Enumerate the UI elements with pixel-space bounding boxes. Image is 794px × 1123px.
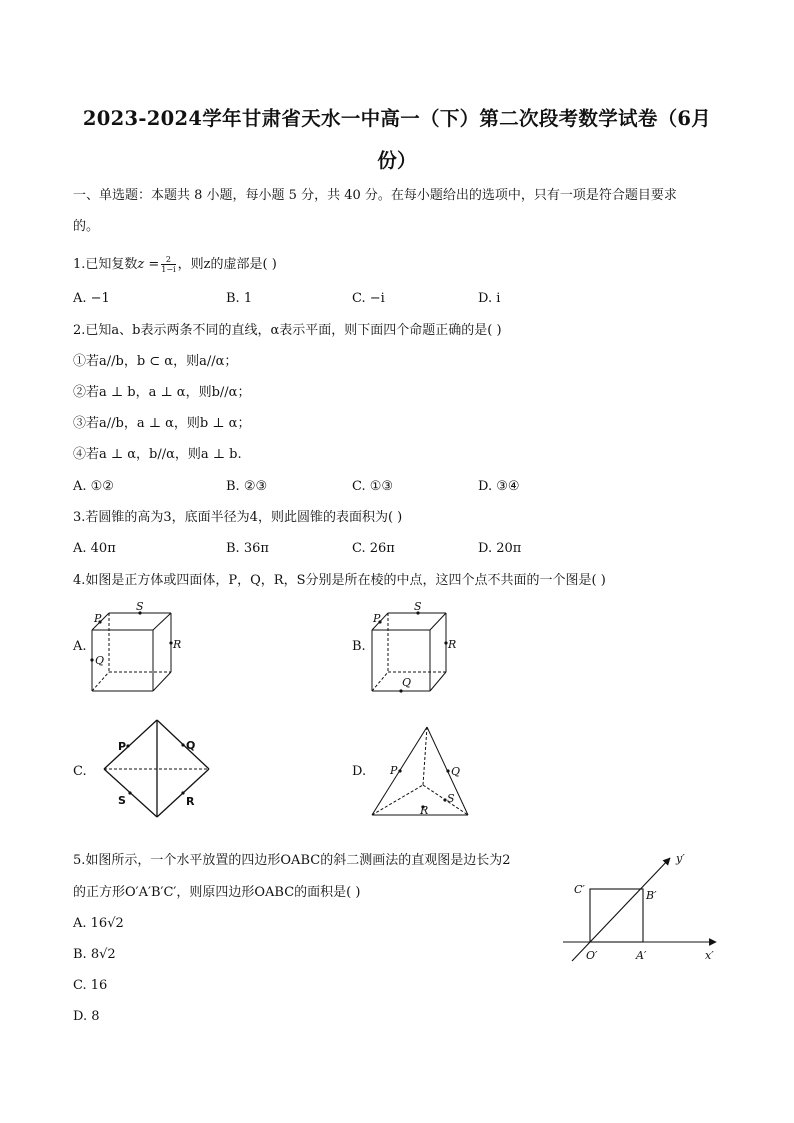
q5-option-d: D. 8 — [73, 1009, 100, 1024]
q2-proposition-4: ④若a ⊥ α，b//α，则a ⊥ b. — [73, 447, 242, 462]
svg-text:S: S — [118, 794, 126, 807]
svg-text:P: P — [118, 740, 127, 753]
q1-frac-den: 1−i — [161, 265, 176, 274]
svg-text:S: S — [414, 600, 422, 613]
q3-option-b: B. 36π — [226, 541, 269, 556]
q4-option-b-letter: B. — [352, 639, 366, 654]
q5-label-b: B′ — [646, 889, 657, 902]
q4-option-a-letter: A. — [73, 639, 87, 654]
section-heading: 一、单选题：本题共 8 小题，每小题 5 分，共 40 分。在每小题给出的选项中，只有一项是符合题目要求 — [73, 188, 677, 203]
q4-option-c-letter: C. — [73, 764, 87, 779]
svg-text:S: S — [136, 600, 144, 613]
section-heading-cont: 的。 — [73, 219, 100, 234]
q1-stem-a: 1.已知复数 — [73, 257, 138, 272]
question-5-stem-line2: 的正方形O′A′B′C′，则原四边形OABC的面积是( ) — [73, 885, 361, 900]
svg-text:Q: Q — [451, 765, 461, 778]
q2-proposition-1: ①若a//b，b ⊂ α，则a//α； — [73, 354, 238, 369]
oblique-axis-square-diagram — [558, 846, 728, 966]
q3-option-d: D. 20π — [478, 541, 522, 556]
q3-option-a: A. 40π — [73, 541, 116, 556]
q1-var: z = — [137, 257, 160, 272]
svg-text:P: P — [373, 612, 381, 625]
q5-label-y: y′ — [676, 852, 685, 865]
svg-text:R: R — [420, 804, 429, 817]
q2-option-a: A. ①② — [73, 479, 114, 494]
q3-option-c: C. 26π — [352, 541, 395, 556]
q2-option-b: B. ②③ — [226, 479, 268, 494]
q2-proposition-2: ②若a ⊥ b，a ⊥ α，则b//α； — [73, 385, 251, 400]
svg-text:R: R — [173, 638, 182, 651]
q1-stem-b: ，则z的虚部是( ) — [177, 257, 277, 272]
q5-label-x: x′ — [705, 949, 714, 962]
q4-figure-b — [368, 600, 468, 696]
q1-option-d: D. i — [478, 291, 501, 306]
svg-text:R: R — [448, 638, 457, 651]
q5-label-o: O′ — [586, 949, 598, 962]
q1-option-c: C. −i — [352, 291, 385, 306]
q5-label-c: C′ — [574, 883, 585, 896]
question-1-stem — [73, 255, 277, 274]
cube-diagram-b — [368, 600, 468, 696]
q1-frac-num: 2 — [161, 255, 175, 265]
exam-title-line2: 份） — [377, 149, 417, 172]
q5-figure — [558, 846, 728, 966]
exam-title-line1: 2023-2024学年甘肃省天水一中高一（下）第二次段考数学试卷（6月 — [82, 107, 712, 130]
q4-figure-d — [368, 723, 472, 819]
question-3-stem: 3.若圆锥的高为3，底面半径为4，则此圆锥的表面积为( ) — [73, 510, 403, 525]
q4-figure-a — [88, 600, 188, 696]
svg-text:P: P — [390, 764, 398, 777]
q5-label-a: A′ — [636, 949, 647, 962]
question-2-stem: 2.已知a、b表示两条不同的直线，α表示平面，则下面四个命题正确的是( ) — [73, 323, 502, 338]
tetrahedron-square-diagram-c — [98, 716, 218, 822]
svg-text:Q: Q — [186, 739, 196, 752]
q4-figure-c — [98, 716, 218, 822]
svg-text:P: P — [94, 612, 102, 625]
tetrahedron-diagram-d — [368, 723, 472, 819]
q4-option-d-letter: D. — [352, 764, 367, 779]
svg-text:Q: Q — [402, 676, 412, 689]
cube-diagram-a — [88, 600, 188, 696]
svg-text:Q: Q — [95, 654, 105, 667]
q2-option-d: D. ③④ — [478, 479, 520, 494]
svg-text:S: S — [447, 792, 455, 805]
svg-text:R: R — [186, 795, 195, 808]
q5-option-a: A. 16√2 — [73, 916, 124, 931]
question-4-stem: 4.如图是正方体或四面体，P，Q，R，S分别是所在棱的中点，这四个点不共面的一个图是( ) — [73, 573, 606, 588]
q5-option-c: C. 16 — [73, 978, 108, 993]
q2-option-c: C. ①③ — [352, 479, 394, 494]
question-5-stem-line1: 5.如图所示，一个水平放置的四边形OABC的斜二测画法的直观图是边长为2 — [73, 853, 511, 868]
q1-option-b: B. 1 — [226, 291, 253, 306]
q5-option-b: B. 8√2 — [73, 947, 116, 962]
q1-option-a: A. −1 — [73, 291, 110, 306]
q1-fraction — [161, 255, 175, 274]
q2-proposition-3: ③若a//b，a ⊥ α，则b ⊥ α； — [73, 416, 251, 431]
